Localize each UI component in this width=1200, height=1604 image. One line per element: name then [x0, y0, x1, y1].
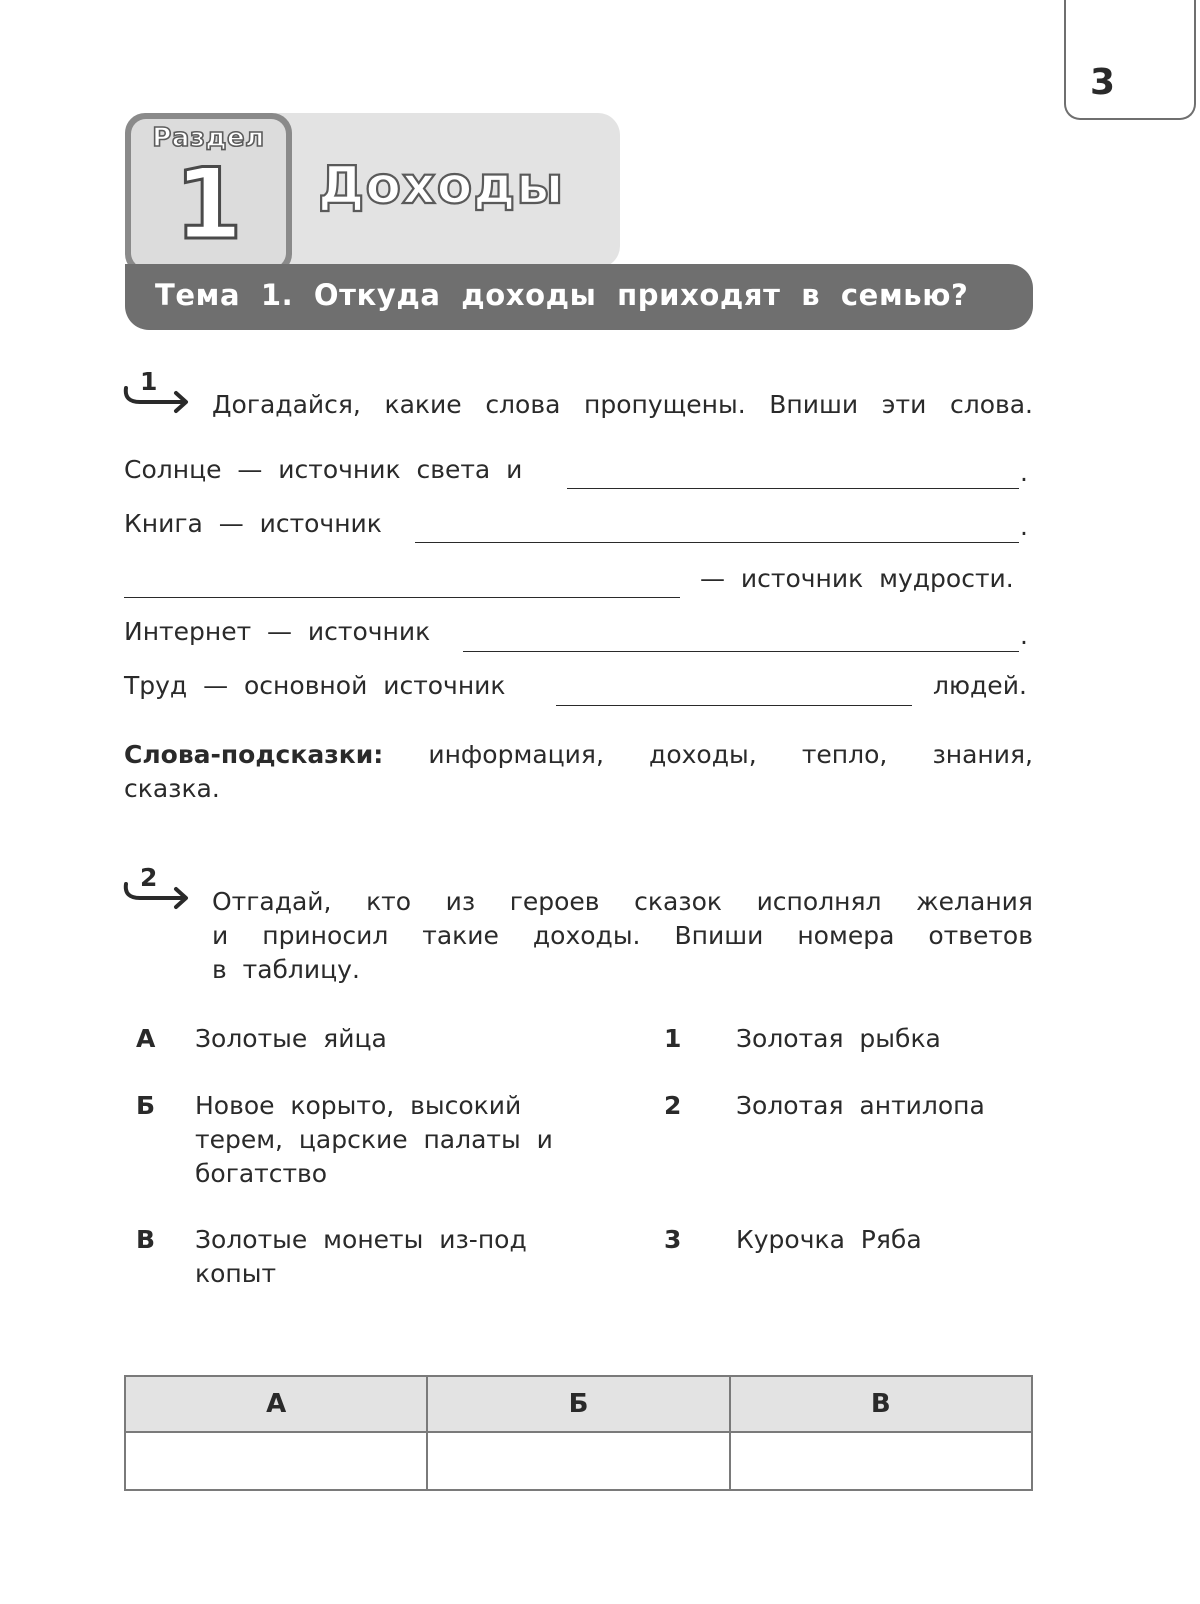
item-v-text-line-2: копыт — [195, 1259, 277, 1288]
answer-blank-4[interactable] — [463, 651, 1019, 652]
section-word: Раздел — [152, 123, 265, 153]
task-2-instruction-line-2: и приносил такие доходы. Впиши номера ответов — [212, 921, 1033, 950]
page-number: 3 — [1090, 62, 1116, 103]
answer-cell-a[interactable] — [125, 1432, 427, 1490]
task-2-instruction-line-1: Отгадай, кто из героев сказок исполнял желания — [212, 887, 1033, 916]
item-b-text-line-1: Новое корыто, высокий — [195, 1091, 522, 1120]
item-number-2: 2 — [664, 1091, 682, 1120]
item-letter-v: В — [136, 1225, 156, 1254]
answer-blank-5[interactable] — [556, 705, 912, 706]
item-letter-a: А — [136, 1024, 156, 1053]
item-b-text-line-2: терем, царские палаты и — [195, 1125, 553, 1154]
task-1-number: 1 — [140, 367, 158, 396]
item-b-text-line-3: богатство — [195, 1159, 328, 1188]
item-1-text: Золотая рыбка — [736, 1024, 941, 1053]
item-v-text-line-1: Золотые монеты из-под — [195, 1225, 527, 1254]
sentence-5-text: Труд — основной источник — [124, 671, 506, 700]
arrow-icon — [122, 870, 202, 914]
answer-table — [124, 1375, 1033, 1491]
hint-word-last: сказка. — [124, 774, 220, 803]
item-2-text: Золотая антилопа — [736, 1091, 985, 1120]
sentence-1-end: . — [1020, 458, 1028, 487]
answer-table-header-row — [125, 1376, 1032, 1432]
topic-title: Тема 1. Откуда доходы приходят в семью? — [155, 278, 969, 312]
task-2-number: 2 — [140, 863, 158, 892]
sentence-4-text: Интернет — источник — [124, 617, 431, 646]
sentence-3-text: — источник мудрости. — [700, 564, 1014, 593]
answer-cell-v[interactable] — [730, 1432, 1032, 1490]
task-1-instruction: Догадайся, какие слова пропущены. Впиши эти слова. — [212, 390, 1033, 419]
section-title: Доходы — [318, 156, 565, 216]
hint-words: Слова-подсказки: информация, доходы, тепло, знания, — [124, 740, 1033, 769]
answer-table-header-v: В — [730, 1376, 1032, 1432]
section-number: 1 — [174, 148, 243, 262]
sentence-5-end: людей. — [933, 671, 1027, 700]
answer-table-answer-row — [125, 1432, 1032, 1490]
item-letter-b: Б — [136, 1091, 156, 1120]
arrow-icon — [122, 374, 202, 418]
hints-label: Слова-подсказки: — [124, 740, 384, 769]
answer-table-header-a: А — [125, 1376, 427, 1432]
page-number-tab — [1064, 0, 1196, 120]
task-2-instruction-line-3: в таблицу. — [212, 955, 360, 984]
answer-blank-3[interactable] — [124, 597, 680, 598]
item-a-text: Золотые яйца — [195, 1024, 387, 1053]
task-2-badge — [122, 863, 202, 914]
sentence-2-end: . — [1020, 512, 1028, 541]
task-1-badge — [122, 367, 202, 418]
item-number-3: 3 — [664, 1225, 682, 1254]
sentence-4-end: . — [1020, 621, 1028, 650]
item-3-text: Курочка Ряба — [736, 1225, 922, 1254]
answer-blank-2[interactable] — [415, 542, 1019, 543]
sentence-1-text: Солнце — источник света и — [124, 455, 523, 484]
answer-cell-b[interactable] — [427, 1432, 729, 1490]
answer-blank-1[interactable] — [567, 488, 1019, 489]
answer-table-header-b: Б — [427, 1376, 729, 1432]
sentence-2-text: Книга — источник — [124, 509, 382, 538]
item-number-1: 1 — [664, 1024, 682, 1053]
